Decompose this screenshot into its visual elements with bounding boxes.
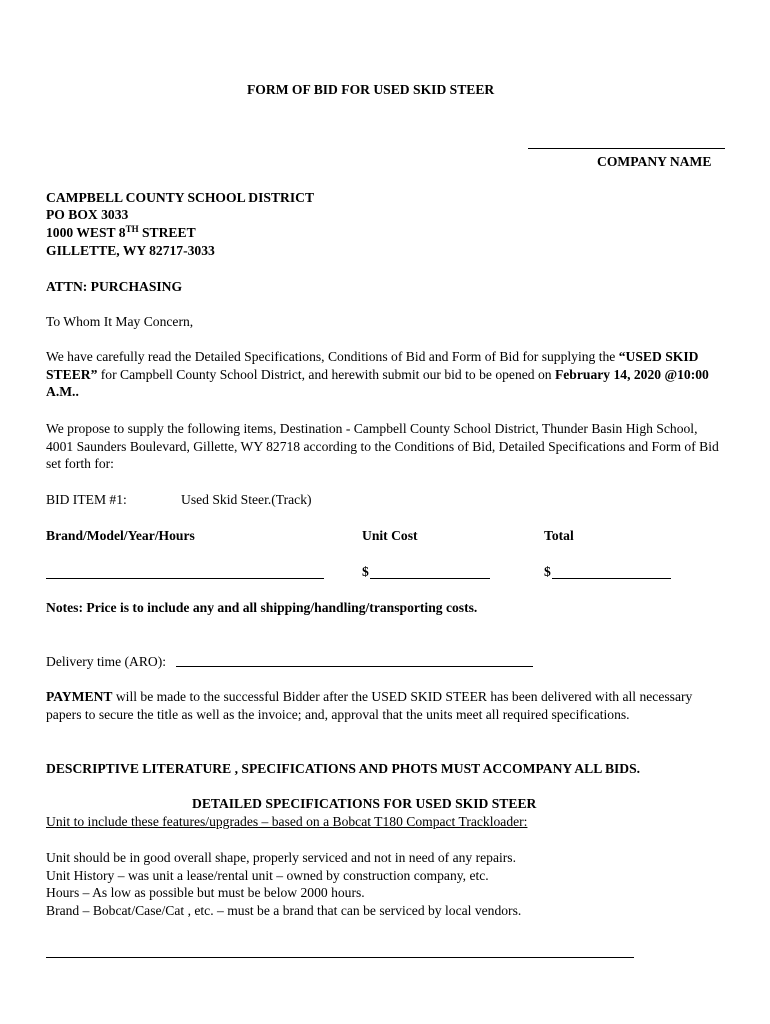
bid-item-label: BID ITEM #1: (46, 492, 127, 507)
specs-heading: DETAILED SPECIFICATIONS FOR USED SKID STEER (192, 796, 537, 811)
column-header-brand: Brand/Model/Year/Hours (46, 528, 195, 543)
company-name-label: COMPANY NAME (597, 154, 712, 169)
intro-paragraph: We have carefully read the Detailed Specifications, Conditions of Bid and Form of Bid for supplying the “USED SKID STEER” for Campbell County School District, and herewith submit our bid to be opened on February 14, 2020 @10:00 A.M.. (46, 349, 709, 399)
proposal-paragraph: We propose to supply the following items, Destination - Campbell County School District, Thunder Basin High School, 4001 Saunders Boulevard, Gillette, WY 82718 according to the Conditions of Bid, Detailed Specifications and Form of Bid set forth for: (46, 421, 719, 471)
salutation: To Whom It May Concern, (46, 314, 194, 329)
unit-cost-blank (370, 578, 490, 579)
total-blank (552, 578, 671, 579)
bid-item-value: Used Skid Steer.(Track) (181, 492, 312, 507)
address-line-4: GILLETTE, WY 82717-3033 (46, 243, 215, 258)
spec-item: Unit should be in good overall shape, properly serviced and not in need of any repairs. (46, 850, 516, 865)
address-line-1: CAMPBELL COUNTY SCHOOL DISTRICT (46, 190, 315, 205)
notes: Notes: Price is to include any and all shipping/handling/transporting costs. (46, 600, 478, 615)
address-line-3: 1000 WEST 8TH STREET (46, 224, 196, 240)
bottom-rule (46, 957, 634, 958)
brand-model-blank (46, 578, 324, 579)
column-header-unit-cost: Unit Cost (362, 528, 418, 543)
delivery-label: Delivery time (ARO): (46, 654, 167, 669)
spec-item: Brand – Bobcat/Case/Cat , etc. – must be a brand that can be serviced by local vendors. (46, 903, 522, 918)
unit-cost-dollar: $ (362, 564, 369, 579)
page-title: FORM OF BID FOR USED SKID STEER (247, 82, 495, 97)
literature-notice: DESCRIPTIVE LITERATURE , SPECIFICATIONS AND PHOTS MUST ACCOMPANY ALL BIDS. (46, 761, 641, 776)
attn-line: ATTN: PURCHASING (46, 279, 183, 294)
company-name-blank (528, 148, 725, 149)
spec-item: Unit History – was unit a lease/rental unit – owned by construction company, etc. (46, 868, 489, 883)
address-line-2: PO BOX 3033 (46, 207, 129, 222)
spec-item: Hours – As low as possible but must be below 2000 hours. (46, 885, 365, 900)
delivery-blank (176, 666, 533, 667)
column-header-total: Total (544, 528, 574, 543)
total-dollar: $ (544, 564, 551, 579)
specs-subheading: Unit to include these features/upgrades – based on a Bobcat T180 Compact Trackloader: (46, 814, 528, 829)
payment-paragraph: PAYMENT will be made to the successful Bidder after the USED SKID STEER has been delivered with all necessary papers to secure the title as well as the invoice; and, approval that the units meet all required specifications. (46, 689, 693, 722)
